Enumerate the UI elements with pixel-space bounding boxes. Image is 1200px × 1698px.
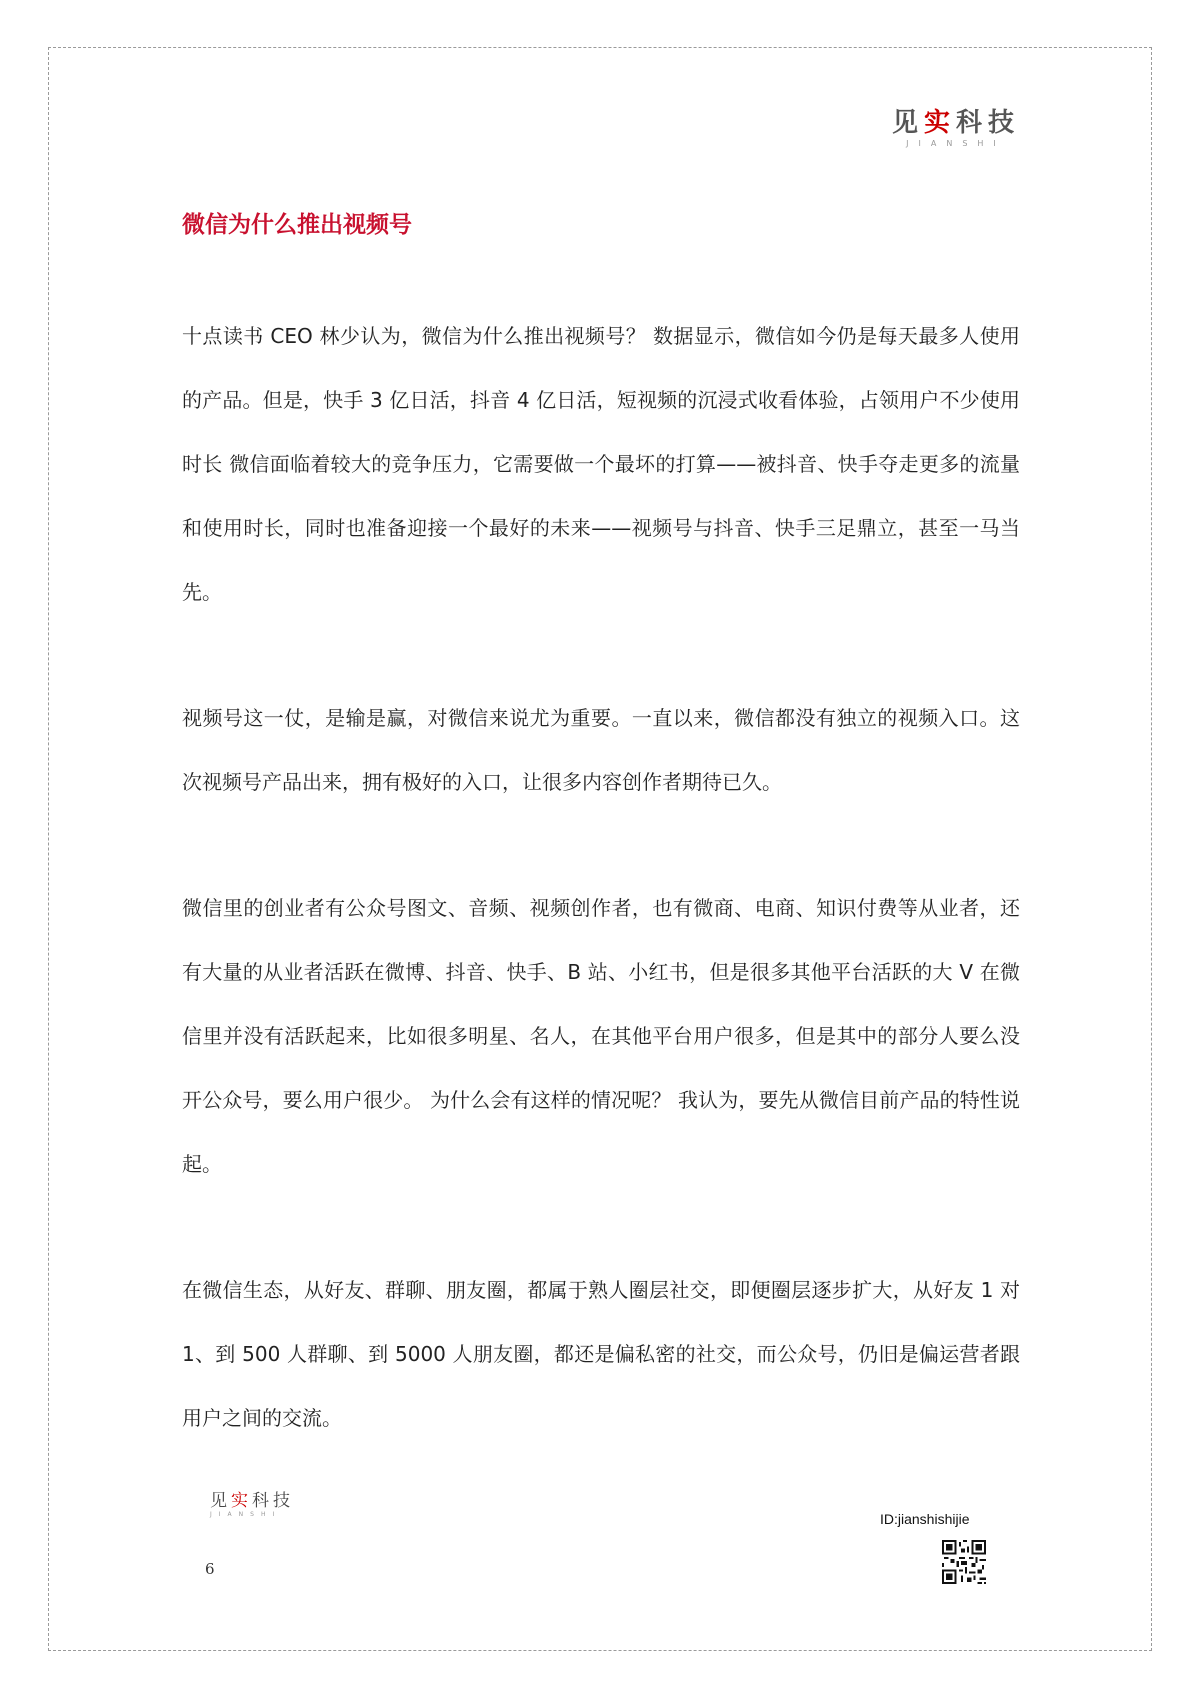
header-brand-logo bbox=[892, 102, 1020, 148]
footer-brand-logo bbox=[210, 1486, 294, 1518]
brand-logo-text: 见实科技 bbox=[891, 108, 1020, 138]
footer-brand-text: 见实科技 bbox=[210, 1491, 294, 1511]
paragraph: 视频号这一仗，是输是赢，对微信来说尤为重要。一直以来，微信都没有独立的视频入口。这次视频号产品出来，拥有极好的入口，让很多内容创作者期待已久。 bbox=[182, 706, 1020, 794]
footer-brand-subtext: JIANSHI bbox=[210, 1511, 282, 1518]
paragraph: 十点读书 CEO 林少认为，微信为什么推出视频号？ 数据显示，微信如今仍是每天最多人使用的产品。但是，快手 3 亿日活，抖音 4 亿日活，短视频的沉浸式收看体验，占领用户不少使用时长 微信面临着较大的竞争压力，它需要做一个最坏的打算——被抖音、快手夺走更多的流量和使用时长，同时也准备迎接一个最好的未来——视频号与抖音、快手三足鼎立，甚至一马当先。 bbox=[182, 324, 1020, 604]
article-body bbox=[182, 304, 1020, 1512]
account-id: ID:jianshishijie bbox=[880, 1511, 970, 1527]
page-number: 6 bbox=[205, 1560, 215, 1578]
paragraph: 微信里的创业者有公众号图文、音频、视频创作者，也有微商、电商、知识付费等从业者，还有大量的从业者活跃在微博、抖音、快手、B 站、小红书，但是很多其他平台活跃的大 V 在微信里并没有活跃起来，比如很多明星、名人，在其他平台用户很多，但是其中的部分人要么没开公众号，要么用户很少。 为什么会有这样的情况呢？ 我认为，要先从微信目前产品的特性说起。 bbox=[182, 896, 1020, 1176]
brand-logo-subtext: JIANSHI bbox=[906, 139, 1006, 148]
footer-brand-mark: 实 bbox=[231, 1491, 252, 1511]
article-title: 微信为什么推出视频号 bbox=[182, 212, 412, 238]
qr-code-icon bbox=[942, 1540, 986, 1584]
brand-logo-mark: 实 bbox=[923, 108, 956, 138]
paragraph: 在微信生态，从好友、群聊、朋友圈，都属于熟人圈层社交，即便圈层逐步扩大，从好友 1 对 1、到 500 人群聊、到 5000 人朋友圈，都还是偏私密的社交，而公众号，仍旧是偏运营者跟用户之间的交流。 bbox=[182, 1278, 1020, 1430]
